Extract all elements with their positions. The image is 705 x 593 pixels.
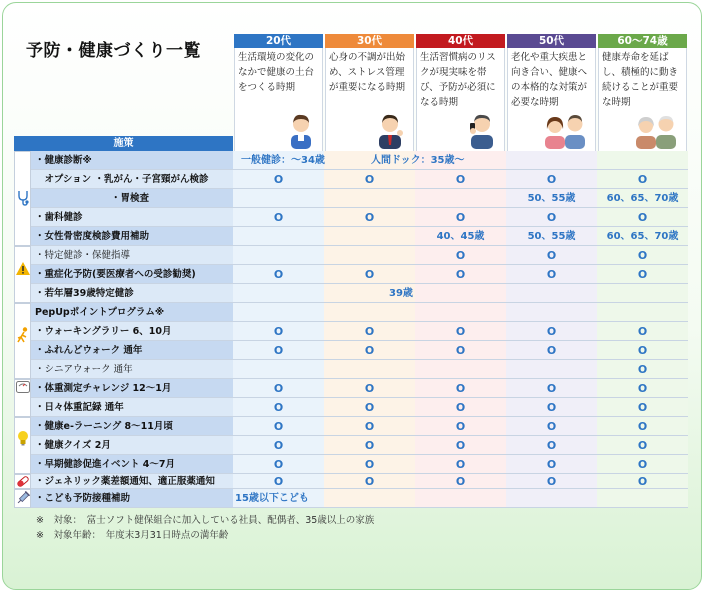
row-pepup-program (31, 303, 688, 322)
row-label: ・歯科健診 (31, 208, 233, 226)
cell-20s: O (273, 268, 284, 281)
cell-50s: O (546, 458, 557, 471)
age-desc-60-74: 健康寿命を延ばし、積極的に動き続けることが重要な時期 (598, 48, 687, 151)
age-desc-50s: 老化や重大疾患と向き合い、健康への本格的な対策が必要な時期 (507, 48, 596, 151)
cell-50s: O (546, 420, 557, 433)
man-with-phone-icon (466, 111, 496, 149)
general-checkup-span: 一般健診：～34歳 (241, 155, 325, 166)
cell-40s: O (455, 382, 466, 395)
cell-60s: 60、65、70歳 (606, 231, 679, 242)
elderly-couple-icon (634, 111, 678, 149)
cell-40s: O (455, 249, 466, 262)
cell-40s: O (455, 344, 466, 357)
cell-60s: O (637, 173, 648, 186)
row-child-vaccination (31, 489, 688, 508)
cell-20s: O (273, 344, 284, 357)
cell-60s: O (637, 268, 648, 281)
cell-20s: O (273, 458, 284, 471)
cell-50s: O (546, 268, 557, 281)
row-health-quiz (31, 436, 688, 455)
cell-50s: O (546, 401, 557, 414)
cell-60s: O (637, 401, 648, 414)
cell-20s: O (273, 382, 284, 395)
cell-30s: O (364, 382, 375, 395)
cell-20s: O (273, 420, 284, 433)
row-label: PepUpポイントプログラム※ (31, 303, 233, 321)
row-daily-weight-log (31, 398, 688, 417)
cell-50s: 50、55歳 (527, 231, 576, 242)
human-dock-span: 人間ドック：35歳～ (371, 155, 465, 166)
cell-50s: 50、55歳 (527, 193, 576, 204)
warning-icon (16, 262, 30, 275)
cell-30s: O (364, 268, 375, 281)
cell-40s: O (455, 420, 466, 433)
row-bone-density-subsidy (31, 227, 688, 246)
cell-60s: O (637, 475, 648, 488)
cell-60s: O (637, 382, 648, 395)
row-health-elearning (31, 417, 688, 436)
cell-50s: O (546, 344, 557, 357)
row-label: ・胃検査 (31, 189, 233, 207)
age-desc-30s: 心身の不調が出始め、ストレス管理が重要になる時期 (325, 48, 414, 151)
cell-50s: O (546, 249, 557, 262)
row-label: ・シニアウォーク 通年 (31, 360, 233, 378)
row-specific-checkup (31, 246, 688, 265)
footnote-age: ※ 対象年齢： 年度末3月31日時点の満年齢 (36, 530, 229, 541)
syringe-icon (16, 491, 30, 505)
row-label: ・ウォーキングラリー 6、10月 (31, 322, 233, 340)
row-severity-prevention (31, 265, 688, 284)
cell-40s: O (455, 401, 466, 414)
cell-30s: O (364, 439, 375, 452)
cell-20s: O (273, 475, 284, 488)
cell-30s: O (364, 325, 375, 338)
cell-20s: O (273, 173, 284, 186)
cell-50s: O (546, 325, 557, 338)
middle-aged-couple-icon (543, 111, 587, 149)
cell-60s: O (637, 211, 648, 224)
cell-20s: O (273, 325, 284, 338)
row-option-cancer-screening (31, 170, 688, 189)
cell-40s: O (455, 325, 466, 338)
cell-60s: O (637, 439, 648, 452)
age-header-50s: 50代 (507, 34, 596, 48)
cell-40s: O (455, 173, 466, 186)
runner-icon (16, 327, 30, 343)
row-label: ・若年層39歳特定健診 (31, 284, 233, 302)
row-generic-notice (31, 474, 688, 489)
age-desc-40s: 生活習慣病のリスクが現実味を帯び、予防が必須になる時期 (416, 48, 505, 151)
cell-30s: O (364, 475, 375, 488)
cell-60s: O (637, 344, 648, 357)
cell-30s: O (364, 344, 375, 357)
row-label: オプション ・乳がん・子宮頸がん検診 (31, 170, 233, 188)
cell-20s: O (273, 439, 284, 452)
age-header-60-74: 60～74歳 (598, 34, 687, 48)
row-label: ・健康クイズ 2月 (31, 436, 233, 454)
cell-40s: O (455, 439, 466, 452)
row-label: ・特定健診・保健指導 (31, 246, 233, 264)
cell-30s: O (364, 211, 375, 224)
cell-60s: O (637, 363, 648, 376)
cell-50s: O (546, 475, 557, 488)
cell-30s: O (364, 420, 375, 433)
cell-60s: O (637, 325, 648, 338)
cell-30s: O (364, 401, 375, 414)
row-label: ・ジェネリック薬差額通知、適正服薬通知 (31, 474, 233, 488)
measures-header: 施策 (14, 136, 233, 151)
cell-50s: O (546, 382, 557, 395)
cell-40s: O (455, 475, 466, 488)
row-senior-walk (31, 360, 688, 379)
row-label: ・早期健診促進イベント 4～7月 (31, 455, 233, 473)
cell-60s: O (637, 420, 648, 433)
cell-60s: O (637, 249, 648, 262)
row-label: ・女性骨密度検診費用補助 (31, 227, 233, 245)
row-label: ・健康e-ラーニング 8～11月頃 (31, 417, 233, 435)
cell-40s: O (455, 458, 466, 471)
cell-50s: O (546, 211, 557, 224)
row-label: ・重症化予防(要医療者への受診勧奨) (31, 265, 233, 283)
stethoscope-icon (16, 190, 30, 206)
footnote-target: ※ 対象： 富士ソフト健保組合に加入している社員、配偶者、35歳以上の家族 (36, 515, 375, 526)
row-label: ・日々体重記録 通年 (31, 398, 233, 416)
cell-50s: O (546, 173, 557, 186)
young-man-icon (288, 111, 314, 149)
age-header-30s: 30代 (325, 34, 414, 48)
row-health-checkup (31, 151, 688, 170)
row-label: ・健康診断※ (31, 151, 233, 169)
scale-icon (16, 381, 30, 393)
cell-40s: O (455, 211, 466, 224)
cell-60s: O (637, 458, 648, 471)
cell-20s: O (273, 401, 284, 414)
row-stomach-exam (31, 189, 688, 208)
age-header-40s: 40代 (416, 34, 505, 48)
row-early-checkup-event (31, 455, 688, 474)
cell-20s: O (273, 211, 284, 224)
row-label: ・ふれんどウォーク 通年 (31, 341, 233, 359)
page-title: 予防・健康づくり一覧 (26, 41, 201, 61)
row-walking-rally (31, 322, 688, 341)
age-39-span: 39歳 (389, 288, 413, 299)
row-label: ・体重測定チャレンジ 12～1月 (31, 379, 233, 397)
cell-40s: O (455, 268, 466, 281)
cell-30s: O (364, 173, 375, 186)
row-friend-walk (31, 341, 688, 360)
cell-50s: O (546, 439, 557, 452)
row-weight-challenge (31, 379, 688, 398)
age-header-20s: 20代 (234, 34, 323, 48)
cell-60s: 60、65、70歳 (606, 193, 679, 204)
cell-30s: O (364, 458, 375, 471)
lightbulb-icon (16, 430, 30, 446)
pill-icon (16, 475, 30, 488)
cell-40s: 40、45歳 (436, 231, 485, 242)
row-label: ・こども予防接種補助 (31, 489, 233, 507)
row-dental-checkup (31, 208, 688, 227)
age-desc-20s: 生活環境の変化のなかで健康の土台をつくる時期 (234, 48, 323, 151)
row-young-39-checkup (31, 284, 688, 303)
businessman-icon (375, 111, 405, 149)
child-vaccination-span: 15歳以下こども (235, 493, 309, 504)
